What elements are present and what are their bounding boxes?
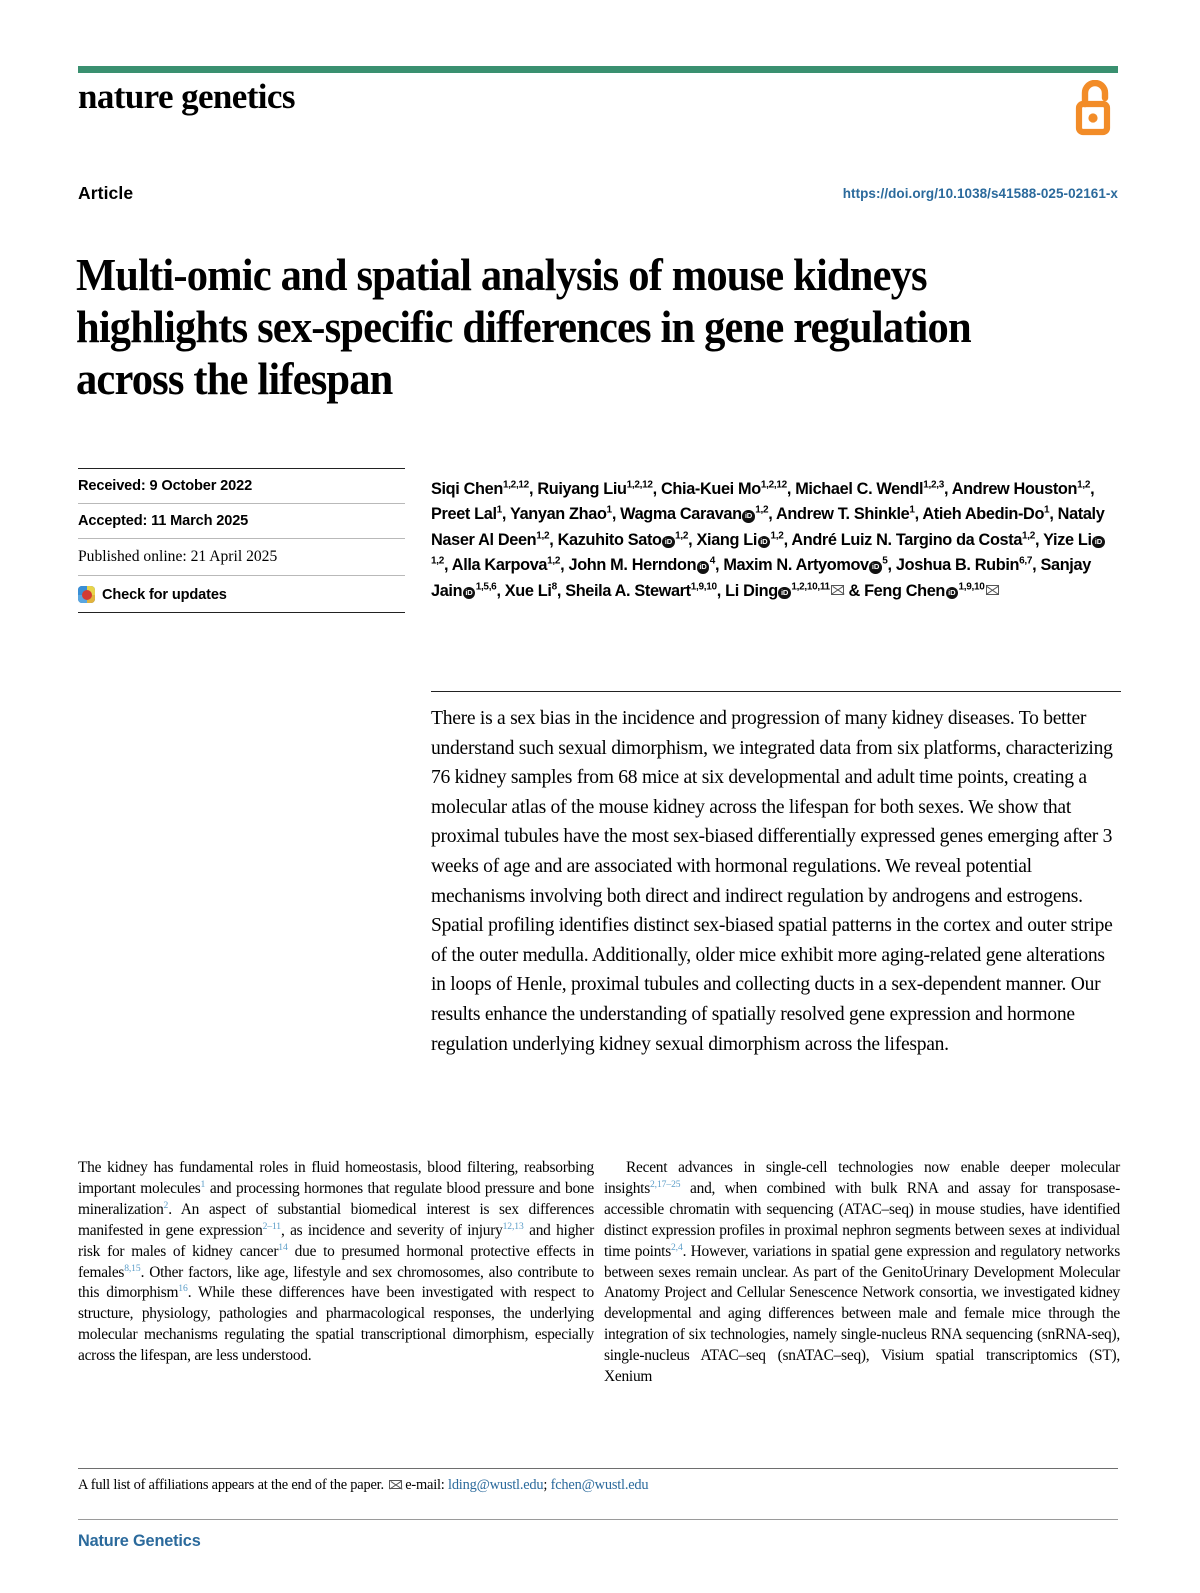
journal-logo: nature genetics bbox=[78, 77, 295, 116]
abstract-block bbox=[431, 691, 1121, 1059]
author-affiliation-marker: 1,2 bbox=[547, 555, 561, 567]
citation-ref[interactable]: 16 bbox=[178, 1283, 188, 1295]
crossmark-icon bbox=[78, 586, 95, 603]
doi-link[interactable]: https://doi.org/10.1038/s41588-025-02161-x bbox=[842, 186, 1118, 201]
citation-ref[interactable]: 2–11 bbox=[262, 1220, 281, 1232]
body-column-right bbox=[604, 1158, 1120, 1388]
author-name: Xue Li bbox=[504, 581, 552, 600]
author-affiliation-marker: 1 bbox=[1044, 504, 1050, 516]
author-name: Chia-Kuei Mo bbox=[661, 480, 761, 498]
orcid-icon[interactable]: iD bbox=[778, 587, 791, 600]
orcid-icon[interactable]: iD bbox=[662, 536, 675, 549]
page-title: Multi-omic and spatial analysis of mouse kidneys highlights sex-specific differences in gene regulation across the lifespan bbox=[76, 249, 971, 405]
author-affiliation-marker: 1,2 bbox=[431, 555, 445, 567]
body-column-left bbox=[78, 1158, 594, 1367]
citation-ref[interactable]: 2,17–25 bbox=[649, 1178, 681, 1190]
email-link-fchen[interactable]: fchen@wustl.edu bbox=[550, 1477, 649, 1493]
author-name: Atieh Abedin-Do bbox=[922, 505, 1045, 524]
author-affiliation-marker: 1,2 bbox=[1022, 530, 1036, 542]
author-affiliation-marker: 4 bbox=[709, 555, 715, 567]
author-affiliation-marker: 1,2 bbox=[1077, 479, 1091, 491]
author-affiliation-marker: 1,2 bbox=[536, 530, 550, 542]
author-name: Michael C. Wendl bbox=[795, 480, 924, 498]
author-name: Maxim N. Artyomov bbox=[723, 556, 869, 575]
received-date: Received: 9 October 2022 bbox=[78, 469, 405, 504]
author-name: André Luiz N. Targino da Costa bbox=[791, 530, 1023, 549]
intro-paragraph-right: Recent advances in single-cell technologies now enable deeper molecular insights$^{2,17-25}$ and, when combined with bulk RNA and assay for transposase-accessible chromatin with sequencing (ATAC–seq) in mouse studies, have identified distinct expression profiles in proximal nephron segments between sexes at individual time points$^{2,4}$. However, variations in spatial gene expression and regulatory networks between sexes remain unclear. As part of the GenitoUrinary Development Molecular Anatomy Project and Cellular Senescence Network consortia, we investigated kidney developmental and aging differences between male and female mice through the integration of six technologies, namely single-nucleus RNA sequencing (snRNA-seq), single-nucleus ATAC–seq (snATAC–seq), Visium spatial transcriptomics (ST), Xenium bbox=[604, 1159, 1120, 1386]
author-name: Ruiyang Liu bbox=[537, 480, 627, 498]
footer-divider bbox=[78, 1468, 1118, 1469]
publication-dates-panel bbox=[78, 468, 405, 613]
author-name: John M. Herndon bbox=[568, 556, 697, 575]
author-affiliation-marker: 6,7 bbox=[1019, 555, 1033, 567]
author-affiliation-marker: 1,2,12 bbox=[502, 479, 529, 491]
citation-ref[interactable]: 12,13 bbox=[502, 1220, 524, 1232]
author-name: Yize Li bbox=[1043, 530, 1092, 549]
author-affiliation-marker: 1,2 bbox=[675, 530, 689, 542]
orcid-icon[interactable]: iD bbox=[946, 587, 959, 600]
envelope-icon[interactable] bbox=[831, 585, 844, 595]
check-for-updates-button[interactable] bbox=[78, 576, 405, 613]
orcid-icon[interactable]: iD bbox=[697, 561, 710, 574]
envelope-icon[interactable] bbox=[986, 585, 999, 595]
citation-ref[interactable]: 1 bbox=[200, 1178, 206, 1190]
author-affiliation-marker: 1,2,3 bbox=[923, 479, 944, 491]
accepted-date: Accepted: 11 March 2025 bbox=[78, 504, 405, 539]
author-affiliation-marker: 1 bbox=[496, 504, 502, 516]
author-affiliation-marker: 1,2,12 bbox=[760, 479, 787, 491]
author-name: Xiang Li bbox=[696, 530, 758, 549]
orcid-icon[interactable]: iD bbox=[742, 510, 755, 523]
author-affiliation-marker: 1 bbox=[606, 504, 612, 516]
email-link-lding[interactable]: lding@wustl.edu bbox=[448, 1477, 544, 1493]
author-name: Sanjay Jain bbox=[431, 556, 1091, 600]
article-type-label: Article bbox=[78, 183, 134, 203]
email-separator: ; bbox=[543, 1477, 548, 1493]
author-name: Wagma Caravan bbox=[620, 505, 742, 524]
author-name: Feng Chen bbox=[864, 581, 946, 600]
affiliations-text: A full list of affiliations appears at the end of the paper. bbox=[78, 1477, 384, 1493]
check-for-updates-label: Check for updates bbox=[102, 586, 227, 603]
footer-affiliations-note bbox=[78, 1477, 648, 1494]
author-name: Li Ding bbox=[725, 581, 778, 600]
author-name: Preet Lal bbox=[431, 505, 497, 524]
published-date: Published online: 21 April 2025 bbox=[78, 539, 405, 576]
orcid-icon[interactable]: iD bbox=[869, 561, 882, 574]
author-affiliation-marker: 1,2,12 bbox=[626, 479, 653, 491]
author-affiliation-marker: 8 bbox=[551, 581, 557, 593]
citation-ref[interactable]: 8,15 bbox=[124, 1262, 141, 1274]
citation-ref[interactable]: 2,4 bbox=[670, 1241, 683, 1253]
author-name: Nataly Naser Al Deen bbox=[431, 505, 1105, 549]
footer-journal-name: Nature Genetics bbox=[78, 1532, 201, 1550]
journal-accent-rule bbox=[78, 66, 1118, 73]
author-affiliation-marker: 1,2 bbox=[770, 530, 784, 542]
orcid-icon[interactable]: iD bbox=[463, 587, 476, 600]
abstract-top-divider bbox=[431, 691, 1121, 692]
author-name: Joshua B. Rubin bbox=[895, 556, 1020, 575]
orcid-icon[interactable]: iD bbox=[758, 536, 771, 549]
author-affiliation-marker: 1,2,10,11 bbox=[791, 581, 830, 593]
abstract-text: There is a sex bias in the incidence and progression of many kidney diseases. To better understand such sexual dimorphism, we integrated data from six platforms, characterizing 76 kidney samples from 68 mice at six developmental and adult time points, creating a molecular atlas of the mouse kidney across the lifespan for both sexes. We show that proximal tubules have the most sex-biased differentially expressed genes emerging after 3 weeks of age and are associated with hormonal regulations. We reveal potential mechanisms involving both direct and indirect regulation by androgens and estrogens. Spatial profiling identifies distinct sex-biased spatial patterns in the cortex and outer stripe of the outer medulla. Additionally, older mice exhibit more aging-related gene alterations in loops of Henle, proximal tubules and collecting ducts in a sex-dependent manner. Our results enhance the understanding of spatially resolved gene expression and hormone regulation underlying kidney sexual dimorphism across the lifespan. bbox=[431, 708, 1113, 1055]
author-affiliation-marker: 1,9,10 bbox=[690, 581, 717, 593]
citation-ref[interactable]: 2 bbox=[163, 1199, 169, 1211]
intro-paragraph-left: The kidney has fundamental roles in fluid homeostasis, blood filtering, reabsorbing important molecules$^1$ and processing hormones that regulate blood pressure and bone mineralization$^2$. An aspect of substantial biomedical interest is sex differences manifested in gene expression$^{2-11}$, as incidence and severity of injury$^{12,13}$ and higher risk for males of kidney cancer$^{14}$ due to presumed hormonal protective effects in females$^{8,15}$. Other factors, like age, lifestyle and sex chromosomes, also contribute to this dimorphism$^{16}$. While these differences have been investigated with respect to structure, physiology, pathologies and pharmacological responses, the underlying molecular mechanisms regulating the spatial transcriptional dimorphism, especially across the lifespan, are less understood. bbox=[78, 1159, 594, 1365]
author-affiliation-marker: 1,5,6 bbox=[475, 581, 497, 593]
email-label: e-mail: bbox=[405, 1477, 445, 1493]
author-name: Sheila A. Stewart bbox=[565, 581, 691, 600]
author-name: Alla Karpova bbox=[451, 556, 548, 575]
open-access-icon bbox=[1072, 80, 1118, 136]
author-name: Siqi Chen bbox=[431, 480, 503, 498]
author-list: Siqi Chen$^{1,2,12}$, Ruiyang Liu$^{1,2,12}$, Chia-Kuei Mo$^{1,2,12}$, Michael C. Wendl$^{1,2,3}$, Andrew Houston$^{1,2}$, Preet Lal$^1$, Yanyan Zhao$^1$, Wagma Caravan iD $^{1,2}$, Andrew T. Shinkle$^1$, Atieh Abedin-Do$^1$, Nataly Naser Al Deen$^{1,2}$, Kazuhito Sato iD $^{1,2}$, Xiang Li iD $^{1,2}$, André Luiz N. Targino da Costa$^{1,2}$, Yize Li iD$^{1,2}$, Alla Karpova$^{1,2}$, John M. Herndon iD $^4$, Maxim N. Artyomov iD $^5$, Joshua B. Rubin$^{6,7}$, Sanjay Jain iD $^{1,5,6}$, Xue Li$^8$, Sheila A. Stewart$^{1,9,10}$, Li Ding iD $^{1,2,10,11}$ & Feng Chen iD $^{1,9,10}$ bbox=[431, 479, 1105, 600]
author-name: Andrew T. Shinkle bbox=[775, 505, 910, 524]
author-name: Andrew Houston bbox=[951, 480, 1078, 498]
bottom-divider bbox=[78, 1519, 1118, 1520]
author-name: Yanyan Zhao bbox=[509, 505, 607, 524]
envelope-icon bbox=[389, 1480, 402, 1490]
author-affiliation-marker: 1,9,10 bbox=[958, 581, 985, 593]
author-affiliation-marker: 1 bbox=[909, 504, 915, 516]
author-name: Kazuhito Sato bbox=[557, 530, 662, 549]
author-affiliation-marker: 5 bbox=[882, 555, 888, 567]
citation-ref[interactable]: 14 bbox=[278, 1241, 288, 1253]
author-affiliation-marker: 1,2 bbox=[755, 504, 769, 516]
orcid-icon[interactable]: iD bbox=[1092, 536, 1105, 549]
